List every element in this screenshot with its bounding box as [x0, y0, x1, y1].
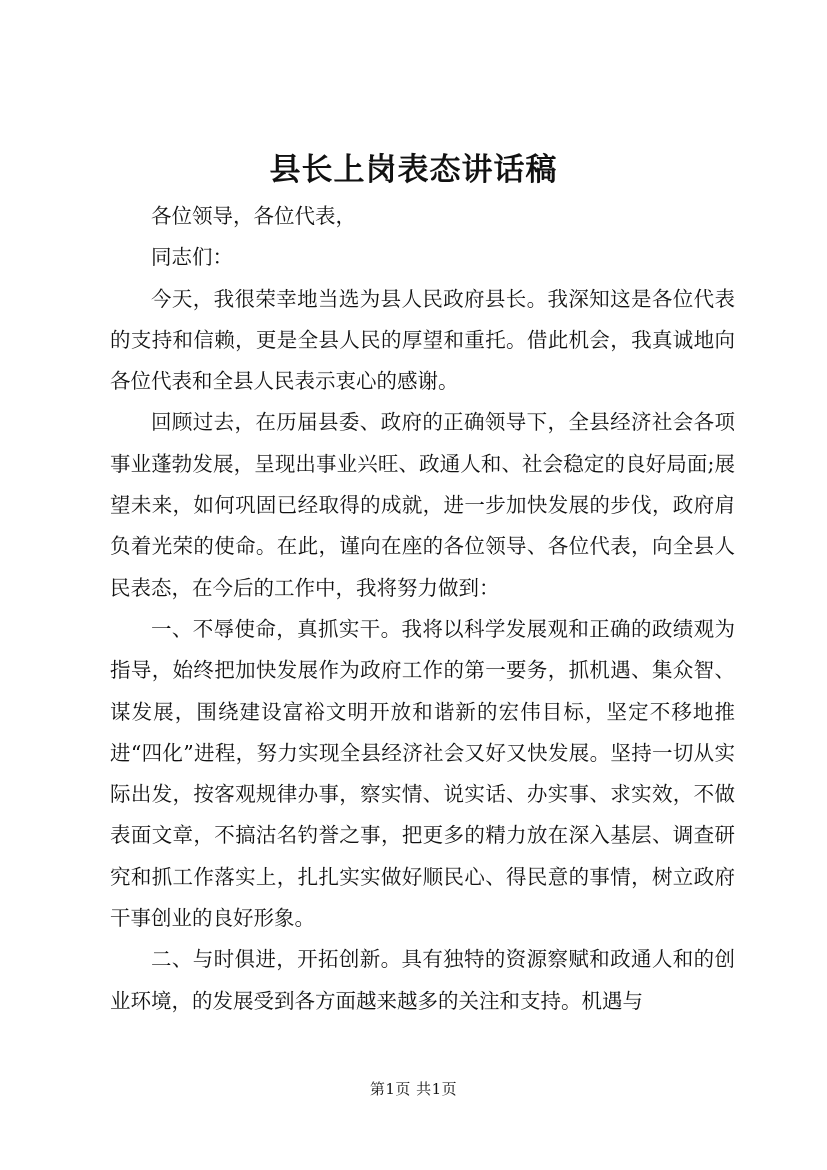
- greeting-line: 同志们：: [151, 245, 233, 270]
- paragraph: 今天，我很荣幸地当选为县人民政府县长。我深知这是各位代表的支持和信赖，更是全县人民的厚望和重托。借此机会，我真诚地向各位代表和全县人民表示衷心的感谢。: [110, 286, 735, 394]
- document-body: [110, 196, 735, 1022]
- page-number-footer: 第1页 共1页: [369, 1080, 458, 1098]
- document-title: 县长上岗表态讲话稿: [269, 152, 558, 188]
- greeting-line: 各位领导，各位代表，: [151, 204, 356, 228]
- paragraph: 二、与时俱进，开拓创新。具有独特的资源察赋和政通人和的创业环境，的发展受到各方面越来越多的关注和支持。机遇与: [110, 947, 735, 1013]
- paragraph: 一、不辱使命，真抓实干。我将以科学发展观和正确的政绩观为指导，始终把加快发展作为政府工作的第一要务，抓机遇、集众智、谋发展，围绕建设富裕文明开放和谐新的宏伟目标，坚定不移地推进“四化”进程，努力实现全县经济社会又好又快发展。坚持一切从实际出发，按客观规律办事，察实情、说实话、办实事、求实效，不做表面文章，不搞沽名钓誉之事，把更多的精力放在深入基层、调查研究和抓工作落实上，扎扎实实做好顺民心、得民意的事情，树立政府干事创业的良好形象。: [110, 616, 735, 931]
- paragraph: 回顾过去，在历届县委、政府的正确领导下，全县经济社会各项事业蓬勃发展，呈现出事业兴旺、政通人和、社会稳定的良好局面;展望未来，如何巩固已经取得的成就，进一步加快发展的步伐，政府肩负着光荣的使命。在此，谨向在座的各位领导、各位代表，向全县人民表态，在今后的工作中，我将努力做到：: [110, 410, 735, 600]
